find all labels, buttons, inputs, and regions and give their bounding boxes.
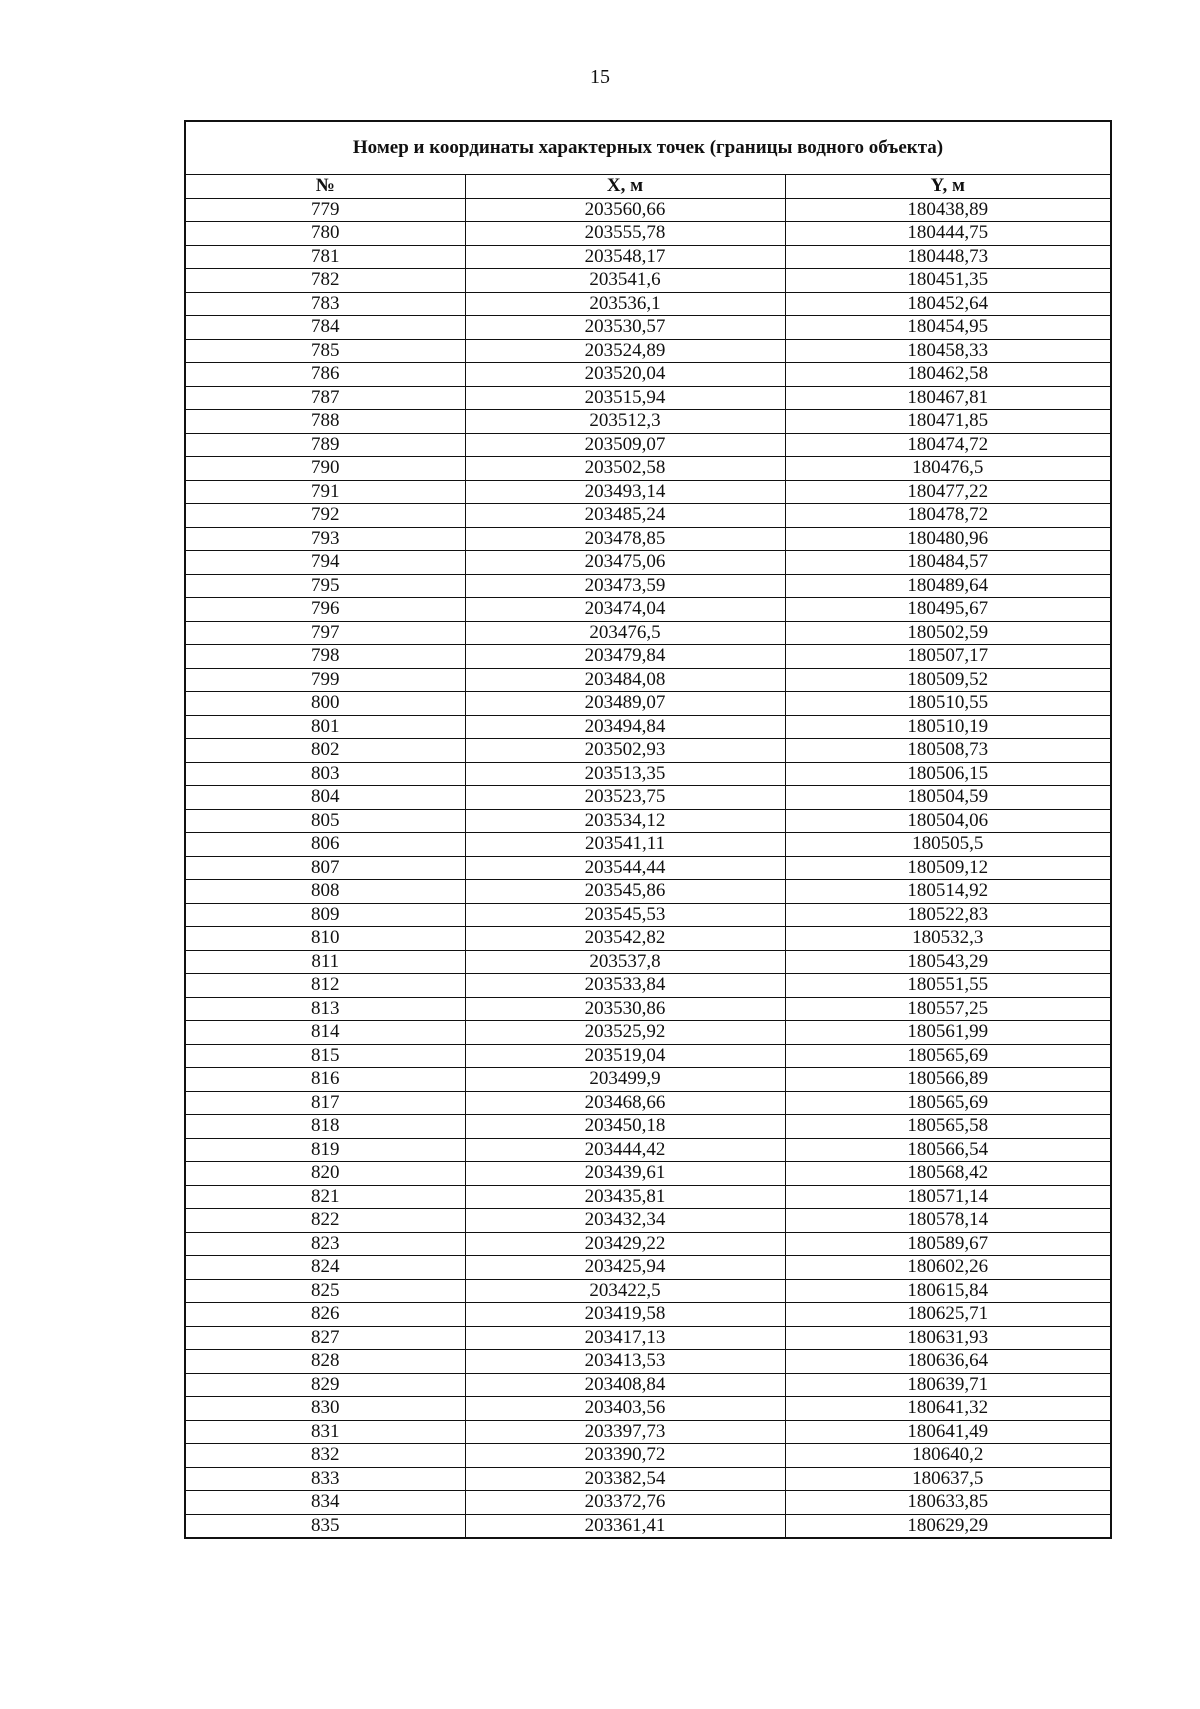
y-coordinate-cell: 180495,67 bbox=[785, 598, 1111, 622]
table-row bbox=[185, 1044, 1111, 1068]
table-row bbox=[185, 903, 1111, 927]
x-coordinate-cell: 203520,04 bbox=[465, 363, 785, 387]
table-row bbox=[185, 1162, 1111, 1186]
point-number-cell: 801 bbox=[185, 715, 465, 739]
table-row bbox=[185, 574, 1111, 598]
y-coordinate-cell: 180578,14 bbox=[785, 1209, 1111, 1233]
table-row bbox=[185, 245, 1111, 269]
table-row bbox=[185, 527, 1111, 551]
point-number-cell: 832 bbox=[185, 1444, 465, 1468]
x-coordinate-cell: 203425,94 bbox=[465, 1256, 785, 1280]
y-coordinate-cell: 180629,29 bbox=[785, 1514, 1111, 1538]
table-row bbox=[185, 1232, 1111, 1256]
point-number-cell: 781 bbox=[185, 245, 465, 269]
point-number-cell: 810 bbox=[185, 927, 465, 951]
y-coordinate-cell: 180474,72 bbox=[785, 433, 1111, 457]
table-row bbox=[185, 1256, 1111, 1280]
y-coordinate-cell: 180489,64 bbox=[785, 574, 1111, 598]
y-coordinate-cell: 180557,25 bbox=[785, 997, 1111, 1021]
y-coordinate-cell: 180565,69 bbox=[785, 1091, 1111, 1115]
point-number-cell: 826 bbox=[185, 1303, 465, 1327]
x-coordinate-cell: 203524,89 bbox=[465, 339, 785, 363]
x-coordinate-cell: 203485,24 bbox=[465, 504, 785, 528]
x-coordinate-cell: 203534,12 bbox=[465, 809, 785, 833]
y-coordinate-cell: 180602,26 bbox=[785, 1256, 1111, 1280]
x-coordinate-cell: 203403,56 bbox=[465, 1397, 785, 1421]
table-row bbox=[185, 621, 1111, 645]
x-coordinate-cell: 203536,1 bbox=[465, 292, 785, 316]
point-number-cell: 796 bbox=[185, 598, 465, 622]
point-number-cell: 803 bbox=[185, 762, 465, 786]
y-coordinate-cell: 180522,83 bbox=[785, 903, 1111, 927]
column-header-y: Y, м bbox=[785, 175, 1111, 199]
x-coordinate-cell: 203494,84 bbox=[465, 715, 785, 739]
table-row bbox=[185, 856, 1111, 880]
x-coordinate-cell: 203519,04 bbox=[465, 1044, 785, 1068]
point-number-cell: 833 bbox=[185, 1467, 465, 1491]
point-number-cell: 786 bbox=[185, 363, 465, 387]
table-row bbox=[185, 668, 1111, 692]
point-number-cell: 806 bbox=[185, 833, 465, 857]
point-number-cell: 817 bbox=[185, 1091, 465, 1115]
y-coordinate-cell: 180568,42 bbox=[785, 1162, 1111, 1186]
point-number-cell: 823 bbox=[185, 1232, 465, 1256]
page-number: 15 bbox=[590, 66, 610, 88]
y-coordinate-cell: 180504,06 bbox=[785, 809, 1111, 833]
point-number-cell: 807 bbox=[185, 856, 465, 880]
x-coordinate-cell: 203417,13 bbox=[465, 1326, 785, 1350]
table-row bbox=[185, 598, 1111, 622]
point-number-cell: 813 bbox=[185, 997, 465, 1021]
x-coordinate-cell: 203513,35 bbox=[465, 762, 785, 786]
table-row bbox=[185, 1021, 1111, 1045]
y-coordinate-cell: 180641,49 bbox=[785, 1420, 1111, 1444]
point-number-cell: 791 bbox=[185, 480, 465, 504]
x-coordinate-cell: 203545,86 bbox=[465, 880, 785, 904]
point-number-cell: 785 bbox=[185, 339, 465, 363]
y-coordinate-cell: 180637,5 bbox=[785, 1467, 1111, 1491]
y-coordinate-cell: 180636,64 bbox=[785, 1350, 1111, 1374]
y-coordinate-cell: 180633,85 bbox=[785, 1491, 1111, 1515]
table-row bbox=[185, 386, 1111, 410]
x-coordinate-cell: 203545,53 bbox=[465, 903, 785, 927]
point-number-cell: 782 bbox=[185, 269, 465, 293]
table-row bbox=[185, 927, 1111, 951]
point-number-cell: 805 bbox=[185, 809, 465, 833]
x-coordinate-cell: 203542,82 bbox=[465, 927, 785, 951]
y-coordinate-cell: 180505,5 bbox=[785, 833, 1111, 857]
table-row bbox=[185, 645, 1111, 669]
y-coordinate-cell: 180561,99 bbox=[785, 1021, 1111, 1045]
point-number-cell: 825 bbox=[185, 1279, 465, 1303]
x-coordinate-cell: 203530,86 bbox=[465, 997, 785, 1021]
table-row bbox=[185, 1326, 1111, 1350]
x-coordinate-cell: 203435,81 bbox=[465, 1185, 785, 1209]
y-coordinate-cell: 180477,22 bbox=[785, 480, 1111, 504]
table-row bbox=[185, 762, 1111, 786]
x-coordinate-cell: 203444,42 bbox=[465, 1138, 785, 1162]
table-row bbox=[185, 551, 1111, 575]
table-row bbox=[185, 1350, 1111, 1374]
x-coordinate-cell: 203475,06 bbox=[465, 551, 785, 575]
point-number-cell: 798 bbox=[185, 645, 465, 669]
table-row bbox=[185, 997, 1111, 1021]
table-row bbox=[185, 316, 1111, 340]
y-coordinate-cell: 180458,33 bbox=[785, 339, 1111, 363]
table-row bbox=[185, 1514, 1111, 1538]
x-coordinate-cell: 203422,5 bbox=[465, 1279, 785, 1303]
table-row bbox=[185, 974, 1111, 998]
y-coordinate-cell: 180467,81 bbox=[785, 386, 1111, 410]
table-row bbox=[185, 198, 1111, 222]
y-coordinate-cell: 180566,54 bbox=[785, 1138, 1111, 1162]
point-number-cell: 814 bbox=[185, 1021, 465, 1045]
y-coordinate-cell: 180507,17 bbox=[785, 645, 1111, 669]
x-coordinate-cell: 203397,73 bbox=[465, 1420, 785, 1444]
x-coordinate-cell: 203450,18 bbox=[465, 1115, 785, 1139]
y-coordinate-cell: 180514,92 bbox=[785, 880, 1111, 904]
x-coordinate-cell: 203555,78 bbox=[465, 222, 785, 246]
x-coordinate-cell: 203473,59 bbox=[465, 574, 785, 598]
table-row bbox=[185, 692, 1111, 716]
y-coordinate-cell: 180471,85 bbox=[785, 410, 1111, 434]
x-coordinate-cell: 203474,04 bbox=[465, 598, 785, 622]
point-number-cell: 809 bbox=[185, 903, 465, 927]
table-row bbox=[185, 1444, 1111, 1468]
x-coordinate-cell: 203525,92 bbox=[465, 1021, 785, 1045]
y-coordinate-cell: 180641,32 bbox=[785, 1397, 1111, 1421]
y-coordinate-cell: 180565,69 bbox=[785, 1044, 1111, 1068]
y-coordinate-cell: 180625,71 bbox=[785, 1303, 1111, 1327]
table-row bbox=[185, 1491, 1111, 1515]
y-coordinate-cell: 180566,89 bbox=[785, 1068, 1111, 1092]
x-coordinate-cell: 203537,8 bbox=[465, 950, 785, 974]
table-row bbox=[185, 833, 1111, 857]
x-coordinate-cell: 203413,53 bbox=[465, 1350, 785, 1374]
point-number-cell: 831 bbox=[185, 1420, 465, 1444]
y-coordinate-cell: 180589,67 bbox=[785, 1232, 1111, 1256]
table-title: Номер и координаты характерных точек (границы водного объекта) bbox=[185, 121, 1111, 175]
x-coordinate-cell: 203478,85 bbox=[465, 527, 785, 551]
point-number-cell: 804 bbox=[185, 786, 465, 810]
point-number-cell: 800 bbox=[185, 692, 465, 716]
point-number-cell: 788 bbox=[185, 410, 465, 434]
point-number-cell: 808 bbox=[185, 880, 465, 904]
y-coordinate-cell: 180452,64 bbox=[785, 292, 1111, 316]
y-coordinate-cell: 180565,58 bbox=[785, 1115, 1111, 1139]
point-number-cell: 821 bbox=[185, 1185, 465, 1209]
table-row bbox=[185, 504, 1111, 528]
y-coordinate-cell: 180631,93 bbox=[785, 1326, 1111, 1350]
y-coordinate-cell: 180480,96 bbox=[785, 527, 1111, 551]
table-row bbox=[185, 1303, 1111, 1327]
point-number-cell: 824 bbox=[185, 1256, 465, 1280]
y-coordinate-cell: 180543,29 bbox=[785, 950, 1111, 974]
x-coordinate-cell: 203468,66 bbox=[465, 1091, 785, 1115]
x-coordinate-cell: 203530,57 bbox=[465, 316, 785, 340]
y-coordinate-cell: 180454,95 bbox=[785, 316, 1111, 340]
x-coordinate-cell: 203432,34 bbox=[465, 1209, 785, 1233]
point-number-cell: 789 bbox=[185, 433, 465, 457]
y-coordinate-cell: 180532,3 bbox=[785, 927, 1111, 951]
table-row bbox=[185, 1373, 1111, 1397]
x-coordinate-cell: 203372,76 bbox=[465, 1491, 785, 1515]
y-coordinate-cell: 180639,71 bbox=[785, 1373, 1111, 1397]
y-coordinate-cell: 180506,15 bbox=[785, 762, 1111, 786]
x-coordinate-cell: 203502,58 bbox=[465, 457, 785, 481]
y-coordinate-cell: 180510,19 bbox=[785, 715, 1111, 739]
y-coordinate-cell: 180438,89 bbox=[785, 198, 1111, 222]
table-row bbox=[185, 880, 1111, 904]
point-number-cell: 787 bbox=[185, 386, 465, 410]
y-coordinate-cell: 180502,59 bbox=[785, 621, 1111, 645]
table-row bbox=[185, 457, 1111, 481]
point-number-cell: 779 bbox=[185, 198, 465, 222]
y-coordinate-cell: 180478,72 bbox=[785, 504, 1111, 528]
x-coordinate-cell: 203515,94 bbox=[465, 386, 785, 410]
y-coordinate-cell: 180448,73 bbox=[785, 245, 1111, 269]
table-row bbox=[185, 339, 1111, 363]
y-coordinate-cell: 180508,73 bbox=[785, 739, 1111, 763]
table-row bbox=[185, 1209, 1111, 1233]
y-coordinate-cell: 180640,2 bbox=[785, 1444, 1111, 1468]
point-number-cell: 820 bbox=[185, 1162, 465, 1186]
point-number-cell: 834 bbox=[185, 1491, 465, 1515]
point-number-cell: 783 bbox=[185, 292, 465, 316]
point-number-cell: 784 bbox=[185, 316, 465, 340]
point-number-cell: 780 bbox=[185, 222, 465, 246]
table-row bbox=[185, 1279, 1111, 1303]
x-coordinate-cell: 203479,84 bbox=[465, 645, 785, 669]
point-number-cell: 793 bbox=[185, 527, 465, 551]
x-coordinate-cell: 203489,07 bbox=[465, 692, 785, 716]
column-header-x: X, м bbox=[465, 175, 785, 199]
x-coordinate-cell: 203361,41 bbox=[465, 1514, 785, 1538]
table-row bbox=[185, 292, 1111, 316]
point-number-cell: 829 bbox=[185, 1373, 465, 1397]
point-number-cell: 815 bbox=[185, 1044, 465, 1068]
x-coordinate-cell: 203548,17 bbox=[465, 245, 785, 269]
y-coordinate-cell: 180551,55 bbox=[785, 974, 1111, 998]
table-row bbox=[185, 1397, 1111, 1421]
point-number-cell: 818 bbox=[185, 1115, 465, 1139]
y-coordinate-cell: 180509,12 bbox=[785, 856, 1111, 880]
x-coordinate-cell: 203419,58 bbox=[465, 1303, 785, 1327]
x-coordinate-cell: 203382,54 bbox=[465, 1467, 785, 1491]
x-coordinate-cell: 203476,5 bbox=[465, 621, 785, 645]
y-coordinate-cell: 180451,35 bbox=[785, 269, 1111, 293]
table-row bbox=[185, 269, 1111, 293]
point-number-cell: 799 bbox=[185, 668, 465, 692]
x-coordinate-cell: 203439,61 bbox=[465, 1162, 785, 1186]
x-coordinate-cell: 203541,11 bbox=[465, 833, 785, 857]
table-body bbox=[185, 198, 1111, 1538]
coordinates-table bbox=[184, 120, 1112, 1539]
point-number-cell: 792 bbox=[185, 504, 465, 528]
point-number-cell: 812 bbox=[185, 974, 465, 998]
table-row bbox=[185, 786, 1111, 810]
table-row bbox=[185, 1091, 1111, 1115]
point-number-cell: 828 bbox=[185, 1350, 465, 1374]
column-header-number: № bbox=[185, 175, 465, 199]
x-coordinate-cell: 203408,84 bbox=[465, 1373, 785, 1397]
point-number-cell: 811 bbox=[185, 950, 465, 974]
y-coordinate-cell: 180509,52 bbox=[785, 668, 1111, 692]
x-coordinate-cell: 203533,84 bbox=[465, 974, 785, 998]
y-coordinate-cell: 180462,58 bbox=[785, 363, 1111, 387]
x-coordinate-cell: 203544,44 bbox=[465, 856, 785, 880]
table-row bbox=[185, 1115, 1111, 1139]
point-number-cell: 816 bbox=[185, 1068, 465, 1092]
x-coordinate-cell: 203484,08 bbox=[465, 668, 785, 692]
table-row bbox=[185, 809, 1111, 833]
table-row bbox=[185, 1467, 1111, 1491]
point-number-cell: 802 bbox=[185, 739, 465, 763]
y-coordinate-cell: 180444,75 bbox=[785, 222, 1111, 246]
table-row bbox=[185, 363, 1111, 387]
table-row bbox=[185, 410, 1111, 434]
x-coordinate-cell: 203523,75 bbox=[465, 786, 785, 810]
x-coordinate-cell: 203512,3 bbox=[465, 410, 785, 434]
point-number-cell: 822 bbox=[185, 1209, 465, 1233]
point-number-cell: 795 bbox=[185, 574, 465, 598]
x-coordinate-cell: 203390,72 bbox=[465, 1444, 785, 1468]
table-row bbox=[185, 222, 1111, 246]
point-number-cell: 819 bbox=[185, 1138, 465, 1162]
point-number-cell: 835 bbox=[185, 1514, 465, 1538]
x-coordinate-cell: 203429,22 bbox=[465, 1232, 785, 1256]
x-coordinate-cell: 203502,93 bbox=[465, 739, 785, 763]
table-row bbox=[185, 1420, 1111, 1444]
point-number-cell: 790 bbox=[185, 457, 465, 481]
x-coordinate-cell: 203509,07 bbox=[465, 433, 785, 457]
table-row bbox=[185, 433, 1111, 457]
x-coordinate-cell: 203499,9 bbox=[465, 1068, 785, 1092]
y-coordinate-cell: 180484,57 bbox=[785, 551, 1111, 575]
y-coordinate-cell: 180615,84 bbox=[785, 1279, 1111, 1303]
point-number-cell: 797 bbox=[185, 621, 465, 645]
x-coordinate-cell: 203493,14 bbox=[465, 480, 785, 504]
table-row bbox=[185, 480, 1111, 504]
point-number-cell: 794 bbox=[185, 551, 465, 575]
table-row bbox=[185, 1185, 1111, 1209]
table-row bbox=[185, 739, 1111, 763]
x-coordinate-cell: 203560,66 bbox=[465, 198, 785, 222]
y-coordinate-cell: 180510,55 bbox=[785, 692, 1111, 716]
table-row bbox=[185, 1138, 1111, 1162]
table-row bbox=[185, 950, 1111, 974]
y-coordinate-cell: 180476,5 bbox=[785, 457, 1111, 481]
point-number-cell: 830 bbox=[185, 1397, 465, 1421]
x-coordinate-cell: 203541,6 bbox=[465, 269, 785, 293]
y-coordinate-cell: 180504,59 bbox=[785, 786, 1111, 810]
table-row bbox=[185, 1068, 1111, 1092]
table-row bbox=[185, 715, 1111, 739]
y-coordinate-cell: 180571,14 bbox=[785, 1185, 1111, 1209]
point-number-cell: 827 bbox=[185, 1326, 465, 1350]
